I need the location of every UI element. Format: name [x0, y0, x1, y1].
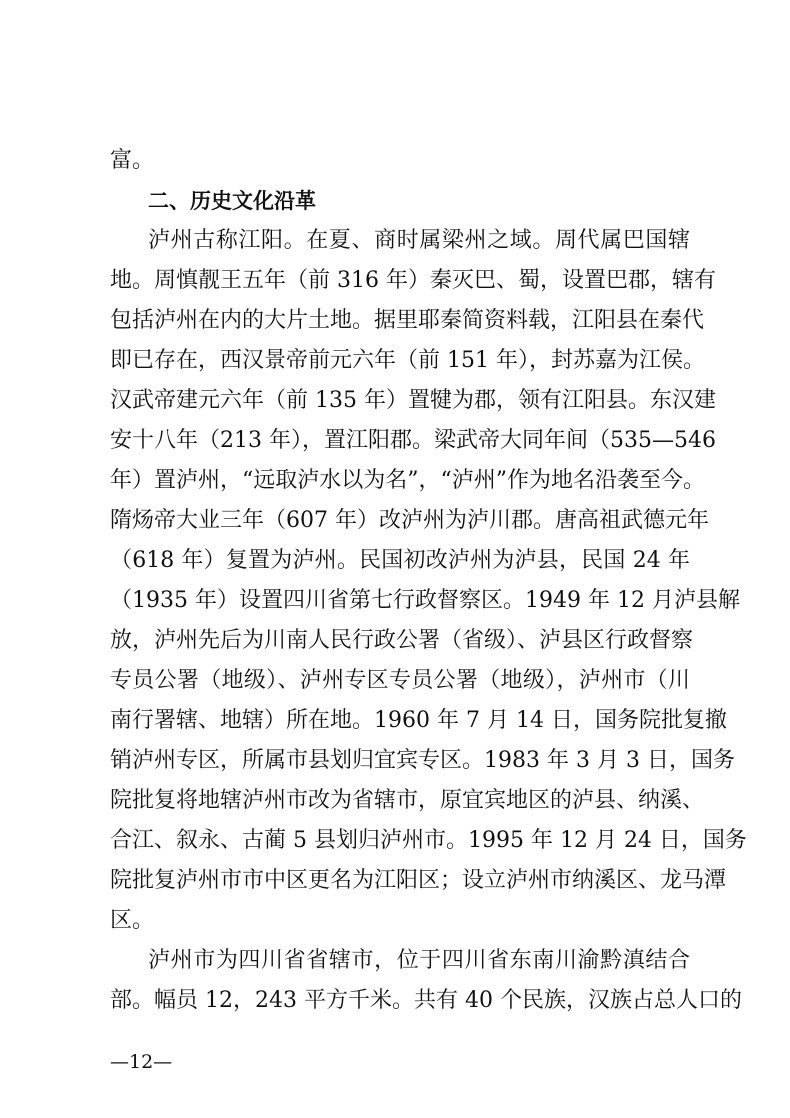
paragraph-line: 放，泸州先后为川南人民行政公署（省级）、泸县区行政督察: [110, 628, 694, 653]
paragraph-line: 泸州古称江阳。在夏、商时属梁州之域。周代属巴国辖: [148, 228, 690, 253]
section-heading: 二、历史文化沿革: [148, 189, 316, 213]
paragraph-line: 南行署辖、地辖）所在地。1960 年 7 月 14 日，国务院批复撤: [110, 708, 727, 733]
paragraph-line: 部。幅员 12，243 平方千米。共有 40 个民族，汉族占总人口的: [110, 988, 742, 1013]
paragraph-line: （1935 年）设置四川省第七行政督察区。1949 年 12 月泸县解: [110, 588, 740, 613]
paragraph-line: 区。: [110, 908, 155, 933]
previous-paragraph-tail: 富。: [110, 148, 155, 173]
paragraph-line: 合江、叙永、古蔺 5 县划归泸州市。1995 年 12 月 24 日，国务: [110, 828, 747, 853]
paragraph-line: 地。周慎靓王五年（前 316 年）秦灭巴、蜀，设置巴郡，辖有: [110, 268, 716, 293]
paragraph-line: （618 年）复置为泸州。民国初改泸州为泸县，民国 24 年: [110, 548, 690, 573]
paragraph-line: 泸州市为四川省省辖市，位于四川省东南川渝黔滇结合: [148, 948, 690, 973]
paragraph-line: 隋炀帝大业三年（607 年）改泸州为泸川郡。唐高祖武德元年: [110, 508, 709, 533]
paragraph-line: 专员公署（地级）、泸州专区专员公署（地级），泸州市（川: [110, 668, 690, 693]
page-number: —12—: [110, 1051, 173, 1073]
paragraph-line: 院批复泸州市市中区更名为江阳区；设立泸州市纳溪区、龙马潭: [110, 868, 727, 893]
paragraph-line: 安十八年（213 年），置江阳郡。梁武帝大同年间（535—546: [110, 428, 716, 453]
paragraph-line: 汉武帝建元六年（前 135 年）置犍为郡，领有江阳县。东汉建: [110, 388, 716, 413]
paragraph-line: 院批复将地辖泸州市改为省辖市，原宜宾地区的泸县、纳溪、: [110, 788, 705, 813]
paragraph-line: 销泸州专区，所属市县划归宜宾专区。1983 年 3 月 3 日，国务: [110, 748, 735, 773]
paragraph-line: 包括泸州在内的大片土地。据里耶秦简资料载，江阳县在秦代: [110, 308, 705, 333]
paragraph-line: 即已存在，西汉景帝前元六年（前 151 年），封苏嘉为江侯。: [110, 348, 705, 373]
paragraph-line: 年）置泸州，“远取泸水以为名”，“泸州”作为地名沿袭至今。: [110, 468, 705, 493]
